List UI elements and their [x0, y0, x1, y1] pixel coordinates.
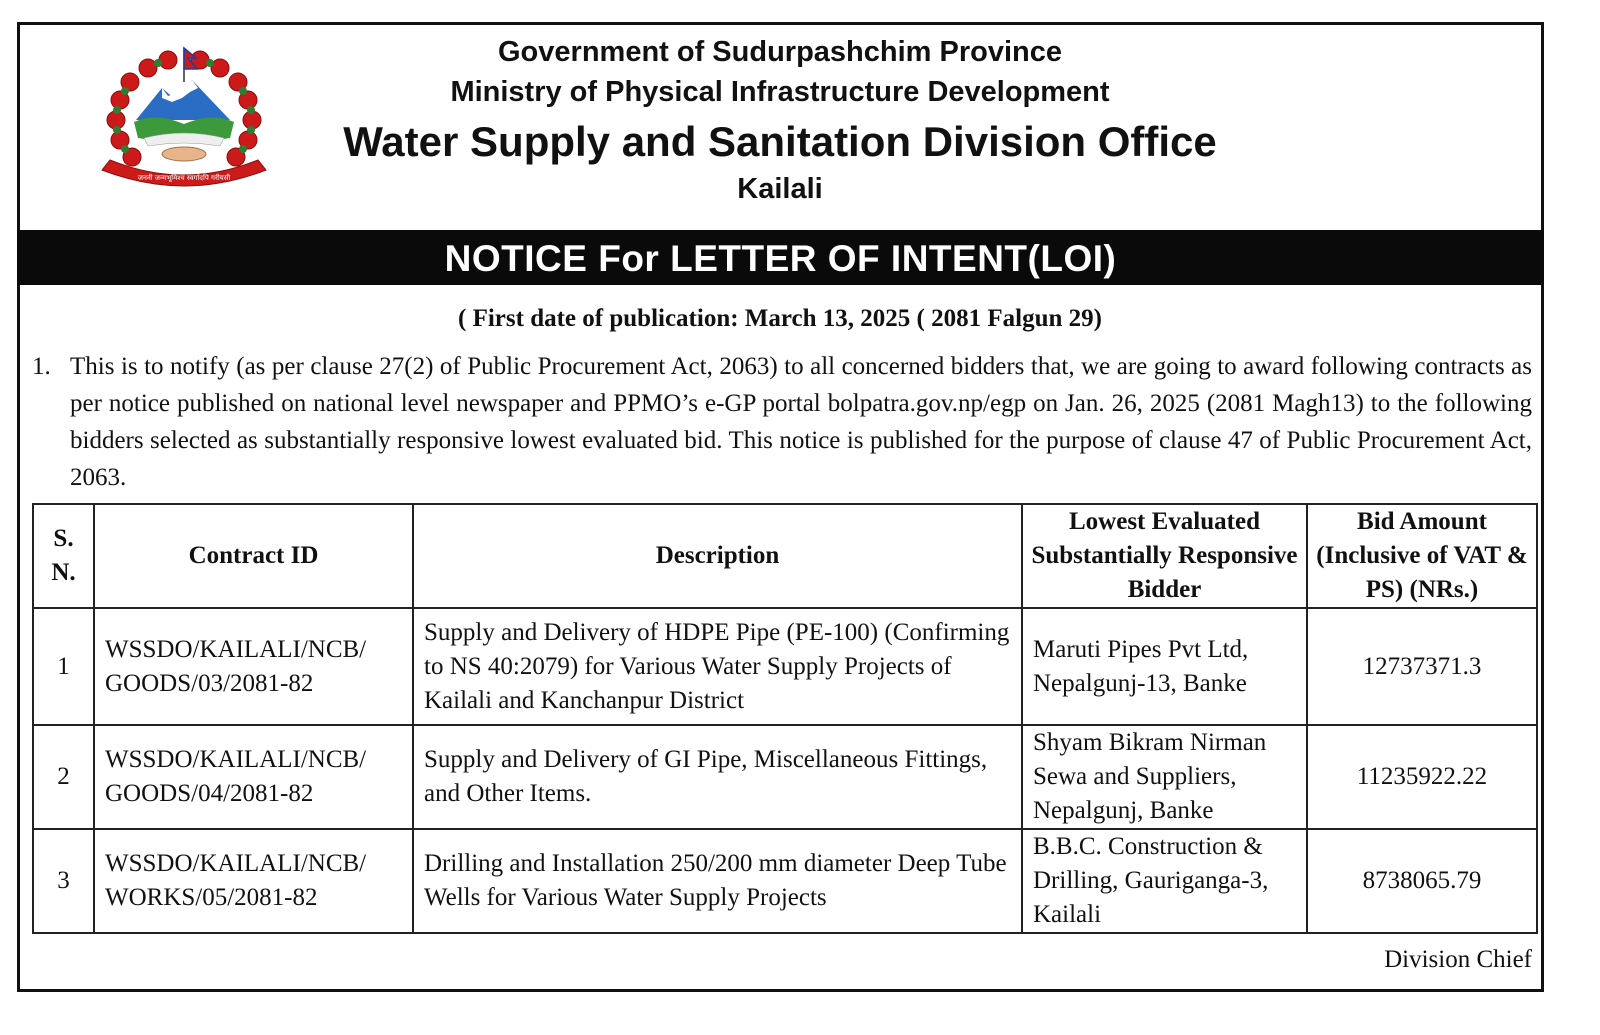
cell-contract-id: WSSDO/KAILALI/NCB/ GOODS/04/2081-82: [94, 725, 413, 829]
cell-sn: 3: [33, 829, 94, 933]
table-row: [33, 725, 1537, 829]
table-row: [33, 608, 1537, 725]
header-sn: S. N.: [33, 504, 94, 608]
header-contract-id: Contract ID: [94, 504, 413, 608]
paragraph-text: This is to notify (as per clause 27(2) of Public Procurement Act, 2063) to all concerned bidders that, we are going to award following contracts as per notice published on national level newspaper and PPMO’s e-GP portal bolpatra.gov.np/egp on Jan. 26, 2025 (2081 Magh13) to the following bidders selected as substantially responsive lowest evaluated bid. This notice is published for the purpose of clause 47 of Public Procurement Act, 2063.: [70, 353, 1532, 491]
office-title: Water Supply and Sanitation Division Office: [343, 118, 1217, 165]
notice-title: NOTICE For LETTER OF INTENT(LOI): [444, 238, 1117, 279]
table-row: [33, 829, 1537, 933]
table-header-row: [33, 504, 1537, 608]
office-location: Kailali: [737, 173, 823, 205]
notice-paragraph: [32, 348, 1532, 496]
ministry-title: Ministry of Physical Infrastructure Development: [450, 76, 1110, 108]
cell-bidder: B.B.C. Construction & Drilling, Gauriganga-3, Kailali: [1022, 829, 1307, 933]
publication-date: ( First date of publication: March 13, 2025 ( 2081 Falgun 29): [458, 305, 1102, 332]
cell-amount: 11235922.22: [1307, 725, 1537, 829]
emblem-motto: जननी जन्मभूमिश्च स्वर्गादपि गरीयसी: [137, 174, 231, 182]
paragraph-number: 1.: [32, 353, 51, 380]
cell-amount: 8738065.79: [1307, 829, 1537, 933]
cell-contract-id: WSSDO/KAILALI/NCB/ WORKS/05/2081-82: [94, 829, 413, 933]
notice-title-bar: [17, 230, 1544, 285]
cell-contract-id: WSSDO/KAILALI/NCB/ GOODS/03/2081-82: [94, 608, 413, 725]
cell-amount: 12737371.3: [1307, 608, 1537, 725]
cell-sn: 1: [33, 608, 94, 725]
cell-description: Supply and Delivery of GI Pipe, Miscellaneous Fittings, and Other Items.: [413, 725, 1022, 829]
header-description: Description: [413, 504, 1022, 608]
cell-bidder: Maruti Pipes Pvt Ltd, Nepalgunj-13, Banke: [1022, 608, 1307, 725]
nepal-emblem-icon: [96, 42, 272, 192]
cell-description: Supply and Delivery of HDPE Pipe (PE-100) (Confirming to NS 40:2079) for Various Water Supply Projects of Kailali and Kanchanpur District: [413, 608, 1022, 725]
cell-description: Drilling and Installation 250/200 mm diameter Deep Tube Wells for Various Water Supply Projects: [413, 829, 1022, 933]
signature: Division Chief: [1384, 946, 1532, 973]
header-bidder: Lowest Evaluated Substantially Responsive Bidder: [1022, 504, 1307, 608]
cell-sn: 2: [33, 725, 94, 829]
header-amount: Bid Amount (Inclusive of VAT & PS) (NRs.): [1307, 504, 1537, 608]
contracts-table: [32, 503, 1538, 934]
cell-bidder: Shyam Bikram Nirman Sewa and Suppliers, Nepalgunj, Banke: [1022, 725, 1307, 829]
government-title: Government of Sudurpashchim Province: [498, 36, 1062, 68]
